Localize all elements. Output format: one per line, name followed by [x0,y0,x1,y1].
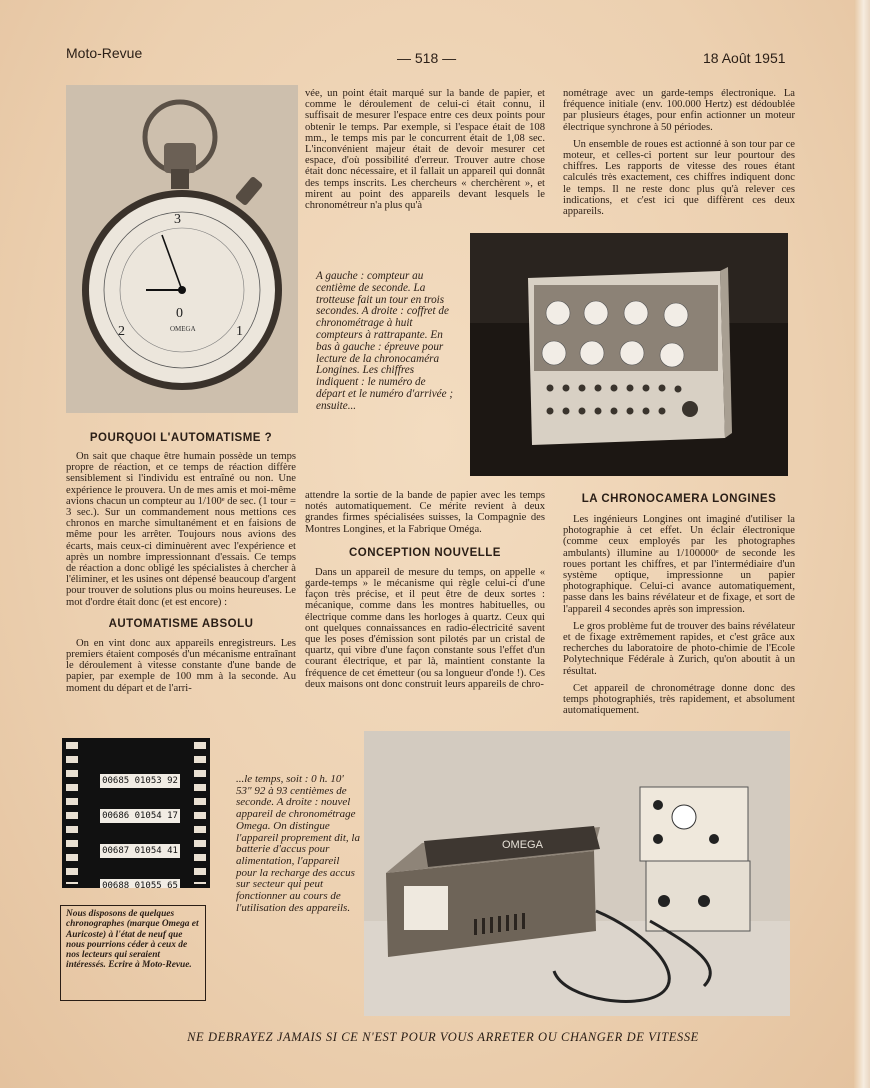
device-brand-label: OMEGA [502,839,543,851]
col-mid-bottom [305,490,545,696]
svg-text:2: 2 [118,324,125,339]
svg-text:OMEGA: OMEGA [170,325,196,333]
paragraph: Cet appareil de chronométrage donne donc des temps photographiés, très rapidement, et absolument automatiquement. [563,682,795,717]
paragraph: nométrage avec un garde-temps électronique. La fréquence initiale (env. 100.000 Hertz) est dédoublée par plusieurs étages, pour enfin actionner un moteur électrique synchrone à 50 périodes. [563,88,795,133]
section-pourquoi-text [66,451,296,608]
svg-text:1: 1 [236,324,243,339]
caption-top: A gauche : compteur au centième de seconde. La trotteuse fait un tour en trois secondes. A droite : coffret de chronométrage à huit compteurs à rattrapante. En bas à gauche : épreuve pour lecture de la chronocaméra Longines. Les chiffres indiquent : le numéro de départ et le numéro d'arrivée ; ensuite... [316,270,454,412]
col-mid-top: vée, un point était marqué sur la bande de papier, et comme le déroulement de celui-ci était connu, il suffisait de mesurer l'espace entre ces deux points pour obtenir le temps. Par exemple, si l'espace était de 108 mm., le temps mis par le concurrent était de 1,08 sec. L'inconvénient majeur était de devoir mesurer cet espace, d'où possibilité d'erreur. Trouver autre chose était donc nécessaire, et il fallait un appareil qui donnât des temps inscrits. Les chercheurs « cherchèrent », et mirent au point des appareils devant lesquels le chronométreur n'a plus qu'à [305,88,545,212]
stopwatch-photo [66,85,298,413]
notice-box [60,905,206,1001]
film-perforations-left [66,742,78,884]
film-reading-partial: 00688 01055 65 [100,879,180,888]
paragraph: Le gros problème fut de trouver des bains révélateur et de fixage extrêmement rapides, et c'est grâce aux recherches du laboratoire de photo-chimie de l'Ecole Polytechnique Fédérale à Zurich, qu'on aboutit à un résultat. [563,620,795,677]
issue-date: 18 Août 1951 [703,50,786,66]
film-strip [62,738,210,888]
section-conception-text [305,567,545,690]
caption-bottom: ...le temps, soit : 0 h. 10' 53" 92 à 93 centièmes de seconde. A droite : nouvel appareil de chronométrage Omega. On distingue l'appareil proprement dit, la batterie d'accus pour alimentation, l'appareil pour la recharge des accus sur secteur qui peut fonctionner au cours de l'utilisation des appareils. [236,773,360,914]
paragraph: attendre la sortie de la bande de papier avec les temps notés automatiquement. Ce mérite revient à deux grandes firmes spécialisées suisses, la Compagnie des Montres Longines, et la Fabrique Oméga. [305,490,545,535]
magazine-title: Moto-Revue [66,45,143,61]
chronometer-box-photo [470,233,788,476]
heading-pourquoi: POURQUOI L'AUTOMATISME ? [89,432,273,444]
footer-slogan: NE DEBRAYEZ JAMAIS SI CE N'EST POUR VOUS ARRETER OU CHANGER DE VITESSE [187,1030,699,1044]
film-perforations-right [194,742,206,884]
notice-text: Nous disposons de quelques chronographes (marque Omega et Auricoste) à l'état de neuf que nous pourrions céder à ceux de nos lecteurs qui seraient intéressés. Ecrire à Moto-Revue. [66,909,199,971]
section-automatisme-text [66,638,296,694]
section-chronocamera-text [563,514,795,716]
film-reading: 00685 01053 92 [100,774,180,788]
paragraph: Dans un appareil de mesure du temps, on appelle « garde-temps » le mécanisme qui règle celui-ci d'une façon très précise, et il peut être de deux sortes : mécanique, comme dans les montres habituelles, ou électrique comme dans les horloges à quartz. Ceux qui ont quelques connaissances en radio-électricité savent que les poses d'émission sont pilotés par un cristal de quartz, qui vibre d'une façon constante sous l'effet d'un courant électrique, et par là, maintient constante la fréquence de cet émetteur (ou sa longueur d'onde !). Ces deux maisons ont donc construit leurs appareils de chro- [305,566,545,690]
page-number: — 518 — [397,50,457,66]
col-left [66,432,296,700]
paragraph: On sait que chaque être humain possède un temps propre de réaction, et ce temps de réaction diffère sensiblement si l'individu est entraîné ou non. Une expérience le prouvera. Un de mes amis et moi-même avions chacun un compteur au 1/100ᵉ de sec. (1 tour = 3 sec.). Sur un commandement nous mettions ces chronos en marche simultanément et en faisions de même pour les arrêter. Toujours nous avions des écarts, mais ceux-ci diminuèrent avec l'expérience et après un nombre impressionnant d'essais. Ce temps de réaction a donc obligé les spécialistes à chercher à l'éliminer, et les usines ont dépensé beaucoup d'argent pour trouver de solutions plus ou moins heureuses. Le mot d'ordre était donc (et est encore) : [66,451,296,608]
svg-text:0: 0 [176,306,183,321]
page-edge [854,0,870,1088]
col-right-top [563,88,795,223]
heading-conception: CONCEPTION NOUVELLE [349,546,501,559]
svg-text:3: 3 [174,212,181,227]
paragraph: Les ingénieurs Longines ont imaginé d'utiliser la photographie à cet effet. Un éclair électronique (comme ceux employés par les photographes ambulants) illumine au 1/100000ᵉ de seconde les roues portant les chiffres, et par l'intermédiaire d'un système optique, impressionne un papier photographique. Celui-ci avance automatiquement, passe dans les bains révélateur et de fixage, et sort de l'appareil 4 secondes après son impression. [563,514,795,615]
col-right-bottom [563,493,795,722]
omega-device-photo [364,731,790,1016]
film-reading: 00686 01054 17 [100,809,180,823]
film-reading: 00687 01054 41 [100,844,180,858]
heading-automatisme: AUTOMATISME ABSOLU [108,617,254,630]
film-reading-partial-clip [100,879,180,888]
col-mid-bottom-intro [305,490,545,535]
heading-chronocamera: LA CHRONOCAMERA LONGINES [581,493,777,505]
paragraph: Un ensemble de roues est actionné à son tour par ce moteur, et celles-ci portent sur leur pourtour des chiffres. Les rapports de vitesse des roues étant calculés très exactement, ces chiffres indiquent donc le temps. Il ne reste donc plus qu'à relever ces indications, et c'est ici que diffèrent ces deux appareils. [563,138,795,218]
paragraph: On en vint donc aux appareils enregistreurs. Les premiers étaient composés d'un mécanisme entraînant le déroulement à vitesse constante d'une bande de papier, par exemple de 100 mm à la seconde. Au moment du départ et de l'arri- [66,637,296,694]
